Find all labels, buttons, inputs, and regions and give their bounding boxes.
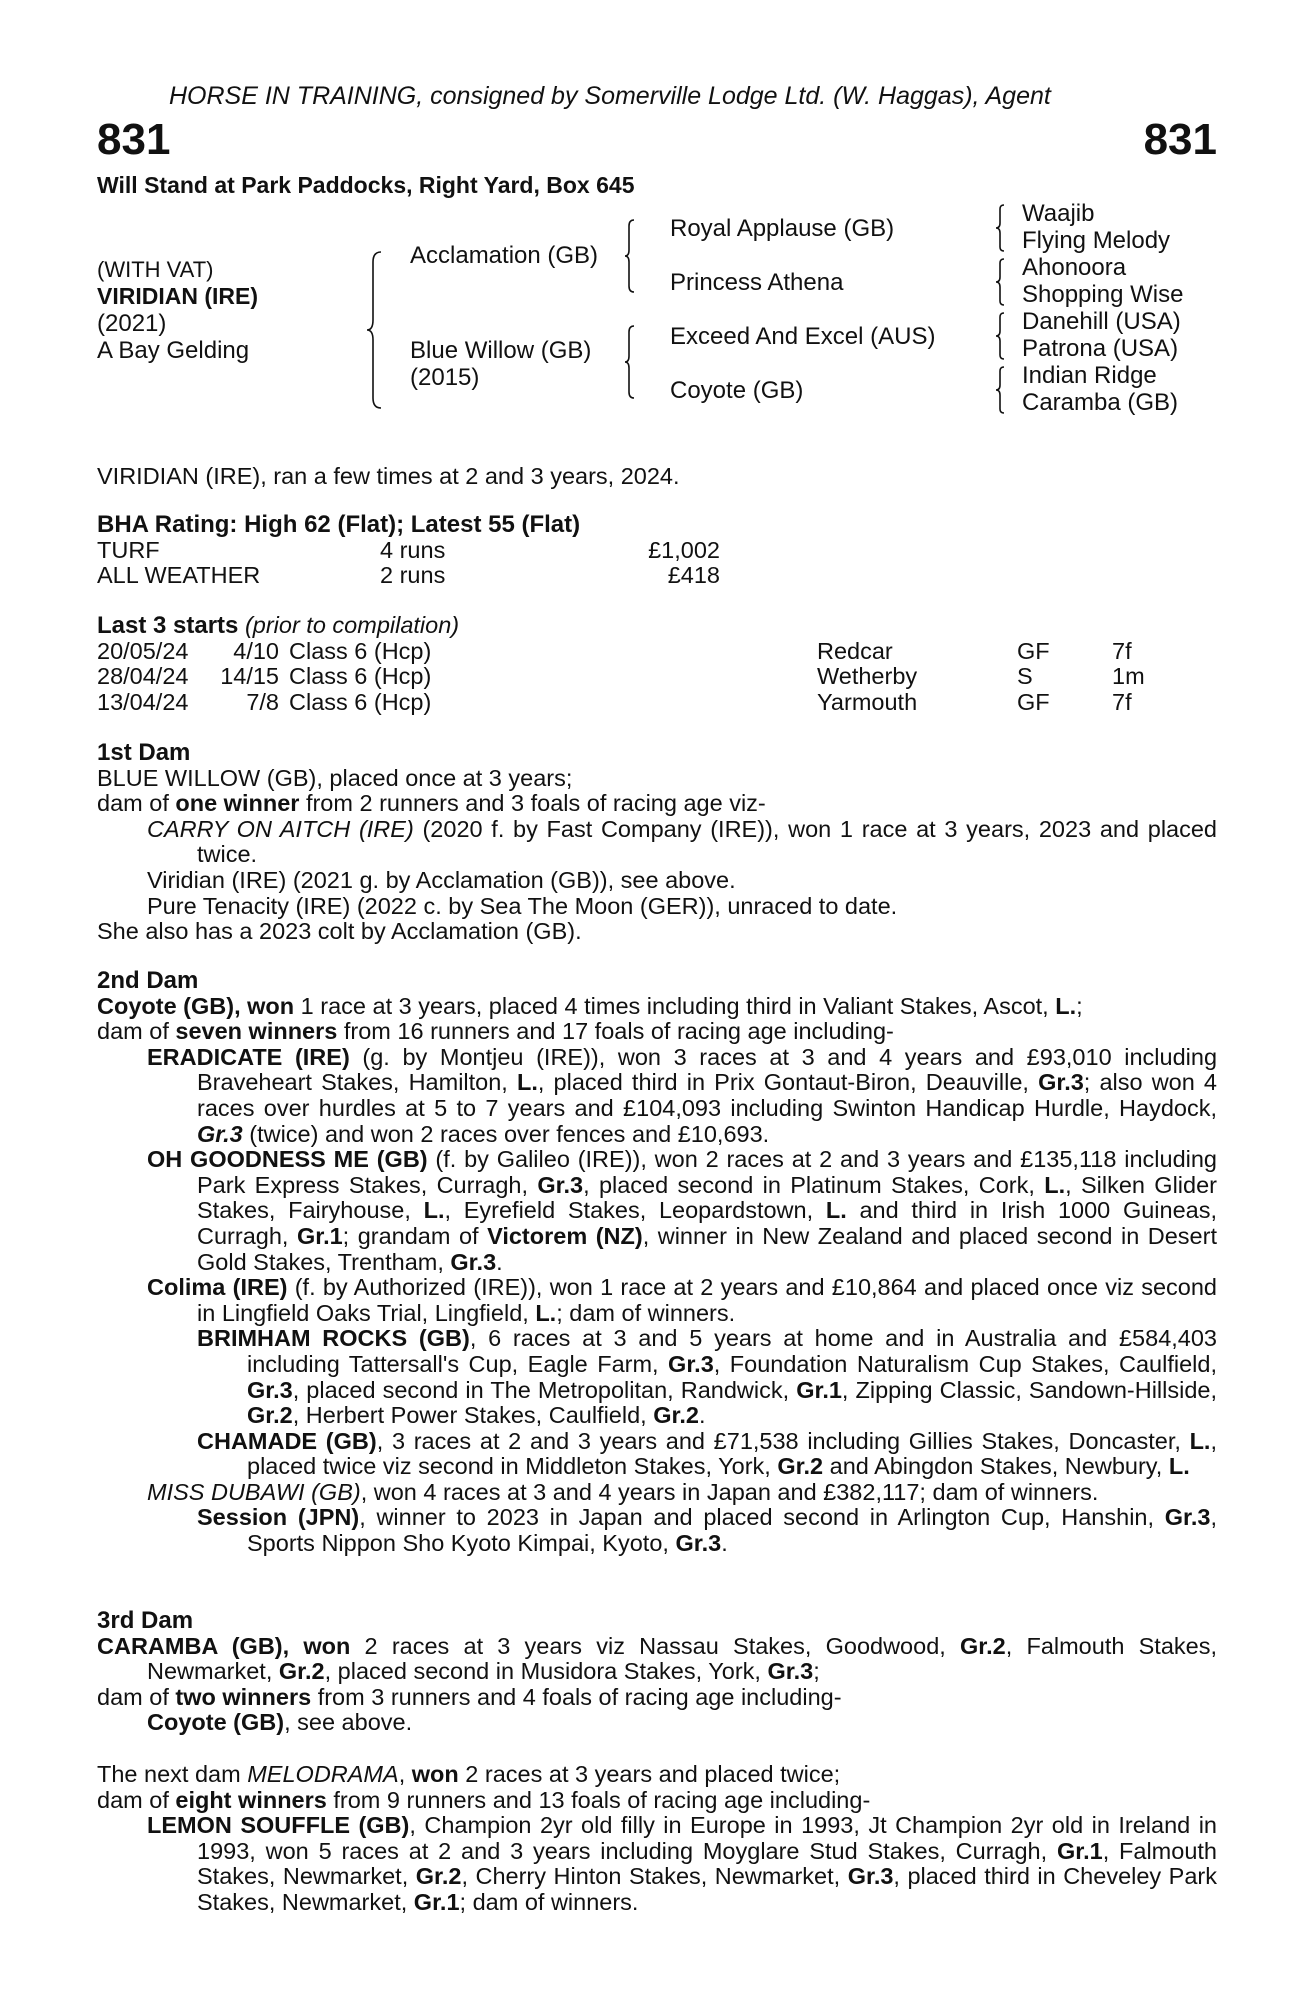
first-dam-produce-line: dam of one winner from 2 runners and 3 foals of racing age viz- [97,790,766,817]
pedigree-g6: Patrona (USA) [1022,335,1179,362]
start-position: 4/10 [233,637,279,664]
catalogue-page [97,0,1217,2000]
rating-row-turf [97,538,1217,564]
first-dam-colt-note: She also has a 2023 colt by Acclamation (GB). [97,918,582,945]
horse-description: A Bay Gelding [97,337,250,364]
rating-section [97,512,1217,589]
start-row [97,690,1217,716]
start-date: 20/05/24 [97,637,189,664]
stand-location: Will Stand at Park Paddocks, Right Yard, Box 645 [97,172,635,198]
pedigree-g3: Ahonoora [1022,254,1127,281]
last-starts-section [97,613,1217,715]
pedigree-brace-dam [623,324,637,400]
pedigree-g2: Flying Melody [1022,227,1171,254]
last-starts-heading-line [97,613,1217,639]
next-dam-section [97,1762,1217,1916]
rating-surface: ALL WEATHER [97,562,261,589]
rating-prize: £1,002 [648,536,720,563]
third-dam-heading: 3rd Dam [97,1607,194,1634]
rating-runs: 2 runs [380,562,446,589]
pedigree-brace-sire [623,218,637,294]
start-distance: 7f [1112,637,1132,664]
start-class: Class 6 (Hcp) [289,637,432,664]
pedigree-sire-sire: Royal Applause (GB) [670,215,895,242]
produce-coyote: Coyote (GB), see above. [147,1709,413,1736]
third-dam-section [97,1608,1217,1736]
third-dam-produce-line: dam of two winners from 3 runners and 4 foals of racing age including- [97,1683,842,1710]
start-distance: 1m [1112,663,1145,690]
first-dam-section [97,740,1217,945]
horse-year: (2021) [97,310,167,337]
pedigree-brace-g1 [994,203,1006,253]
pedigree-dam-sire: Exceed And Excel (AUS) [670,323,936,350]
produce-viridian: Viridian (IRE) (2021 g. by Acclamation (GB)), see above. [147,866,736,893]
pedigree-sire-dam: Princess Athena [670,269,844,296]
rating-surface: TURF [97,536,160,563]
start-course: Yarmouth [817,688,918,715]
produce-colima: Colima (IRE) (f. by Authorized (IRE)), won 1 race at 2 years and £10,864 and placed once viz second in Lingfield Oaks Trial, Lingfield, L.; dam of winners. [147,1274,1217,1326]
produce-carry-on-aitch: CARRY ON AITCH (IRE) (2020 f. by Fast Company (IRE)), won 1 race at 3 years, 2023 and placed twice. [147,815,1218,868]
pedigree-g5: Danehill (USA) [1022,308,1181,335]
pedigree-dam-dam: Coyote (GB) [670,377,804,404]
consignment-line: HORSE IN TRAINING, consigned by Somerville Lodge Ltd. (W. Haggas), Agent [169,82,1051,110]
lot-number-right: 831 [1143,115,1217,164]
pedigree-sire: Acclamation (GB) [410,242,599,269]
second-dam-line: Coyote (GB), won 1 race at 3 years, placed 4 times including third in Valiant Stakes, Ascot, L.; [97,992,1083,1019]
produce-eradicate: ERADICATE (IRE) (g. by Montjeu (IRE)), won 3 races at 3 and 4 years and £93,010 including Braveheart Stakes, Hamilton, L., placed third in Prix Gontaut-Biron, Deauville, Gr.3; also won 4 races over hurdles at 5 to 7 years and £104,093 including Swinton Handicap Hurdle, Haydock, Gr.3 (twice) and won 2 races over fences and £10,693. [147,1043,1218,1147]
start-course: Wetherby [817,663,918,690]
start-row [97,664,1217,690]
pedigree-g1: Waajib [1022,200,1095,227]
rating-heading: BHA Rating: High 62 (Flat); Latest 55 (Flat) [97,511,581,538]
last-starts-note: (prior to compilation) [244,612,460,638]
produce-session: Session (JPN), winner to 2023 in Japan and placed second in Arlington Cup, Hanshin, Gr.3, Sports Nippon Sho Kyoto Kimpai, Kyoto, Gr.3. [197,1504,1217,1557]
first-dam-line: BLUE WILLOW (GB), placed once at 3 years; [97,764,573,791]
start-course: Redcar [817,637,893,664]
next-dam-produce-line: dam of eight winners from 9 runners and 13 foals of racing age including- [97,1786,871,1813]
horse-name: VIRIDIAN (IRE) [97,283,258,309]
last-starts-heading: Last 3 starts [97,612,239,639]
second-dam-heading: 2nd Dam [97,967,199,994]
produce-miss-dubawi: MISS DUBAWI (GB), won 4 races at 3 and 4 years in Japan and £382,117; dam of winners. [147,1478,1099,1505]
produce-chamade: CHAMADE (GB), 3 races at 2 and 3 years and £71,538 including Gillies Stakes, Doncaster, L., placed twice viz second in Middleton Stakes, York, Gr.2 and Abingdon Stakes, Newbury, L. [197,1427,1217,1480]
pedigree-g8: Caramba (GB) [1022,389,1179,416]
vat-label: (WITH VAT) [97,257,214,282]
start-going: GF [1017,688,1050,715]
start-class: Class 6 (Hcp) [289,663,432,690]
start-going: GF [1017,637,1050,664]
start-date: 13/04/24 [97,688,189,715]
rating-row-aw [97,563,1217,589]
pedigree-brace-g4 [994,365,1006,415]
racing-summary: VIRIDIAN (IRE), ran a few times at 2 and 3 years, 2024. [97,463,680,489]
start-class: Class 6 (Hcp) [289,688,432,715]
produce-oh-goodness-me: OH GOODNESS ME (GB) (f. by Galileo (IRE)), won 2 races at 2 and 3 years and £135,118 including Park Express Stakes, Curragh, Gr.3, placed second in Platinum Stakes, Cork, L., Silken Glider Stakes, Fairyhouse, L., Eyrefield Stakes, Leopardstown, L. and third in Irish 1000 Guineas, Curragh, Gr.1; grandam of Victorem (NZ), winner in New Zealand and placed second in Desert Gold Stakes, Trentham, Gr.3. [147,1146,1218,1275]
rating-runs: 4 runs [380,536,446,563]
next-dam-line: The next dam MELODRAMA, won 2 races at 3 years and placed twice; [97,1761,841,1787]
second-dam-produce-line: dam of seven winners from 16 runners and 17 foals of racing age including- [97,1018,894,1045]
first-dam-heading: 1st Dam [97,739,191,766]
produce-lemon-souffle: LEMON SOUFFLE (GB), Champion 2yr old filly in Europe in 1993, Jt Champion 2yr old in Ireland in 1993, won 5 races at 2 and 3 years including Moyglare Stud Stakes, Curragh, Gr.1, Falmouth Stakes, Newmarket, Gr.2, Cherry Hinton Stakes, Newmarket, Gr.3, placed third in Cheveley Park Stakes, Newmarket, Gr.1; dam of winners. [147,1812,1217,1915]
pedigree-dam: Blue Willow (GB) [410,337,592,364]
third-dam-line: CARAMBA (GB), won 2 races at 3 years viz Nassau Stakes, Goodwood, Gr.2, Falmouth Stakes, Newmarket, Gr.2, placed second in Musidora Stakes, York, Gr.3; [97,1632,1217,1685]
pedigree-brace-g3 [994,311,1006,361]
produce-brimham-rocks: BRIMHAM ROCKS (GB), 6 races at 3 and 5 years at home and in Australia and £584,403 including Tattersall's Cup, Eagle Farm, Gr.3, Foundation Naturalism Cup Stakes, Caulfield, Gr.3, placed second in The Metropolitan, Randwick, Gr.1, Zipping Classic, Sandown-Hillside, Gr.2, Herbert Power Stakes, Caulfield, Gr.2. [197,1325,1217,1429]
start-position: 14/15 [220,663,279,690]
pedigree-dam-year: (2015) [410,364,480,391]
pedigree-g4: Shopping Wise [1022,281,1184,308]
second-dam-section [97,968,1217,1557]
start-position: 7/8 [246,688,279,715]
start-going: S [1017,663,1033,690]
start-row [97,639,1217,665]
lot-number-left: 831 [97,115,171,164]
pedigree-brace-main [365,250,385,410]
produce-pure-tenacity: Pure Tenacity (IRE) (2022 c. by Sea The Moon (GER)), unraced to date. [147,892,898,919]
rating-prize: £418 [667,562,720,589]
start-distance: 7f [1112,688,1132,715]
pedigree-brace-g2 [994,257,1006,307]
pedigree-g7: Indian Ridge [1022,362,1157,389]
start-date: 28/04/24 [97,663,189,690]
